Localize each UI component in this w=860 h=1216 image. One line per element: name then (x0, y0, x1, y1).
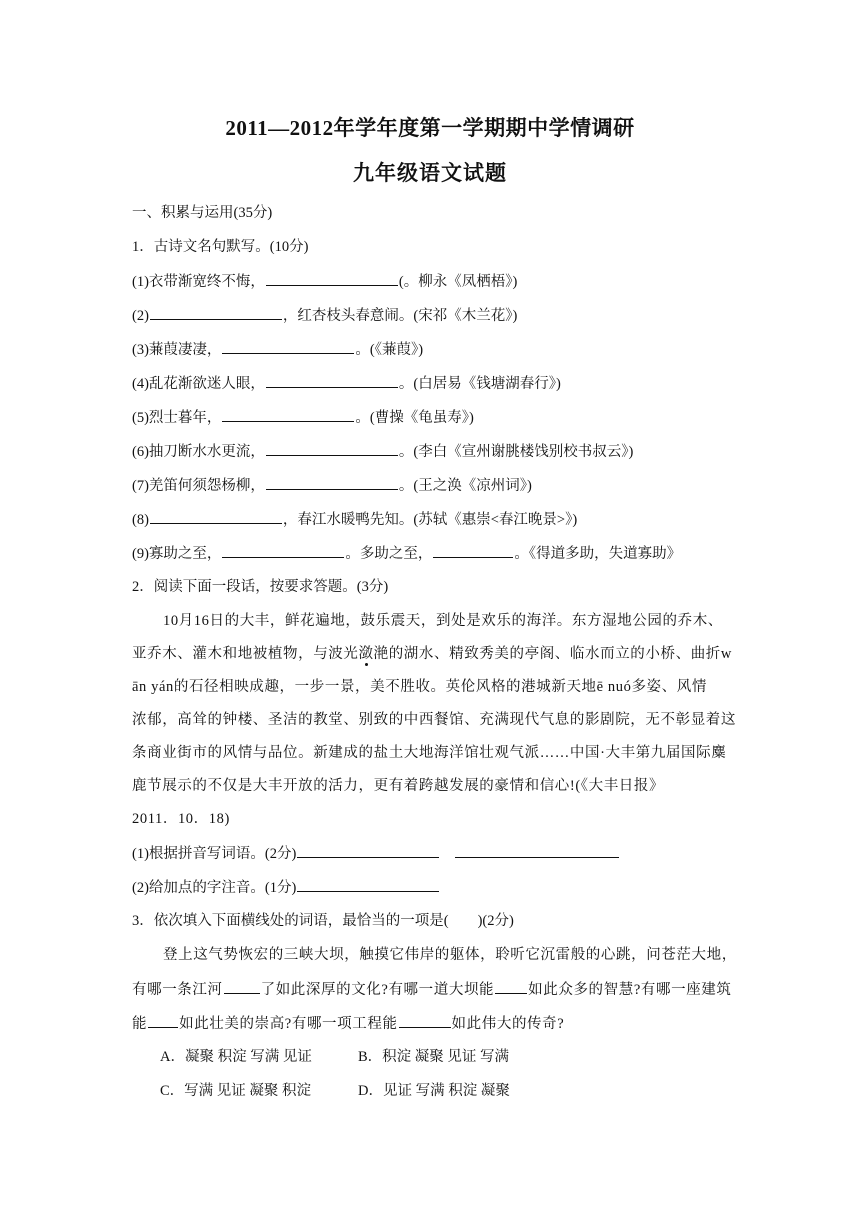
q3-stem: 3．依次填入下面横线处的词语，最恰当的一项是( )(2分) (132, 913, 514, 929)
q2-passage-line: ān yán的石径相映成趣，一步一景，美不胜收。英伦风格的港城新天地ē nuó多姿、风情 (132, 679, 707, 695)
answer-blank[interactable] (455, 843, 619, 858)
q2-sub1 (132, 843, 620, 864)
q1-item-6 (132, 441, 633, 462)
answer-blank[interactable] (224, 979, 260, 994)
q1-item-2-source: ，红杏枝头春意闹。(宋祁《木兰花》) (282, 308, 518, 324)
q2-passage-line: 10月16日的大丰，鲜花遍地，鼓乐震天，到处是欢乐的海洋。东方湿地公园的乔木、 (163, 613, 723, 629)
q2-sub2 (132, 877, 440, 898)
q2-passage-line: 条商业街市的风情与品位。新建成的盐土大地海洋馆壮观气派……中国·大丰第九届国际麋 (132, 745, 727, 761)
q2-sub2-text: (2)给加点的字注音。(1分) (132, 880, 297, 896)
option-a[interactable]: A．凝聚 积淀 写满 见证 (160, 1049, 312, 1065)
answer-blank[interactable] (297, 843, 439, 858)
answer-blank[interactable] (266, 271, 398, 286)
q3-passage-line: 登上这气势恢宏的三峡大坝，触摸它伟岸的躯体，聆听它沉雷般的心跳，问苍茫大地， (163, 947, 737, 963)
q1-item-6-source: 。(李白《宣州谢朓楼饯别校书叔云》) (398, 444, 634, 460)
answer-blank[interactable] (433, 543, 513, 558)
q2-sub1-text: (1)根据拼音写词语。(2分) (132, 846, 297, 862)
q3-passage-segment: 如此众多的智慧?有哪一座建筑 (528, 982, 732, 998)
q1-item-6-text: (6)抽刀断水水更流， (132, 444, 265, 460)
q1-item-8-text: (8) (132, 512, 149, 528)
option-b[interactable]: B．积淀 凝聚 见证 写满 (358, 1049, 510, 1065)
q1-item-7-source: 。(王之涣《凉州词》) (398, 478, 532, 494)
section-heading: 一、积累与运用(35分) (132, 205, 273, 221)
q3-passage-segment: 有哪一条江河 (132, 982, 223, 998)
q2-stem: 2．阅读下面一段话，按要求答题。(3分) (132, 579, 389, 595)
q2-passage-line: 鹿节展示的不仅是大丰开放的活力，更有着跨越发展的豪情和信心!(《大丰日报》 (132, 778, 665, 794)
q1-item-1-text: (1)衣带渐宽终不悔， (132, 274, 265, 290)
answer-blank[interactable] (266, 475, 398, 490)
q3-passage-line (132, 979, 732, 1000)
q3-passage-segment: 如此伟大的传奇? (451, 1016, 565, 1032)
q1-item-8-source: ，春江水暖鸭先知。(苏轼《惠崇<春江晚景>》) (282, 512, 578, 528)
option-d[interactable]: D．见证 写满 积淀 凝聚 (358, 1083, 510, 1099)
q1-item-3-source: 。(《蒹葭》) (355, 342, 424, 358)
q1-item-5-source: 。(曹操《龟虽寿》) (355, 410, 474, 426)
q1-item-4-source: 。(白居易《钱塘湖春行》) (398, 376, 561, 392)
q1-item-7 (132, 475, 532, 496)
page-subtitle: 九年级语文试题 (353, 161, 507, 185)
answer-blank[interactable] (266, 441, 398, 456)
answer-blank[interactable] (222, 339, 354, 354)
q3-passage-segment: 了如此深厚的文化?有哪一道大坝能 (260, 982, 495, 998)
answer-blank[interactable] (222, 407, 354, 422)
q1-item-9-middle: 。多助之至， (345, 546, 433, 562)
answer-blank[interactable] (399, 1013, 451, 1028)
answer-blank[interactable] (495, 979, 527, 994)
q1-item-9-text: (9)寡助之至， (132, 546, 222, 562)
q1-stem: 1．古诗文名句默写。(10分) (132, 239, 309, 255)
dotted-character: 潋 (358, 646, 374, 662)
answer-blank[interactable] (297, 877, 439, 892)
q1-item-8 (132, 509, 577, 530)
answer-blank[interactable] (148, 1013, 178, 1028)
q1-item-3-text: (3)蒹葭凄凄， (132, 342, 222, 358)
q1-item-4-text: (4)乱花渐欲迷人眼， (132, 376, 265, 392)
q1-item-5-text: (5)烈士暮年， (132, 410, 222, 426)
q1-item-7-text: (7)羌笛何须怨杨柳， (132, 478, 265, 494)
q2-passage-segment: 滟的湖水、精致秀美的亭阁、临水而立的小桥、曲折w (373, 646, 732, 662)
q1-item-4 (132, 373, 561, 394)
page-title: 2011—2012年学年度第一学期期中学情调研 (225, 116, 635, 140)
q2-passage-line: 2011．10．18) (132, 811, 230, 827)
q1-item-2 (132, 305, 517, 326)
q3-passage-segment: 如此壮美的崇高?有哪一项工程能 (179, 1016, 398, 1032)
q1-item-9-source: 。《得道多助，失道寡助》 (514, 546, 682, 562)
q2-passage-segment: 亚乔木、灌木和地被植物，与波光 (132, 646, 359, 662)
q3-passage-segment: 能 (132, 1016, 148, 1032)
q2-passage-line: 浓郁，高耸的钟楼、圣洁的教堂、别致的中西餐馆、充满现代气息的影剧院，无不彰显着这 (132, 712, 736, 728)
answer-blank[interactable] (222, 543, 344, 558)
q3-passage-line (132, 1013, 564, 1034)
q1-item-2-text: (2) (132, 308, 149, 324)
answer-blank[interactable] (266, 373, 398, 388)
answer-blank[interactable] (150, 305, 282, 320)
q1-item-5 (132, 407, 474, 428)
q1-item-3 (132, 339, 423, 360)
q1-item-9 (132, 543, 681, 564)
q2-passage-line (132, 644, 732, 664)
answer-blank[interactable] (150, 509, 282, 524)
q1-item-1 (132, 271, 517, 292)
option-c[interactable]: C．写满 见证 凝聚 积淀 (160, 1083, 312, 1099)
q1-item-1-source: (。柳永《凤栖梧》) (398, 274, 518, 290)
